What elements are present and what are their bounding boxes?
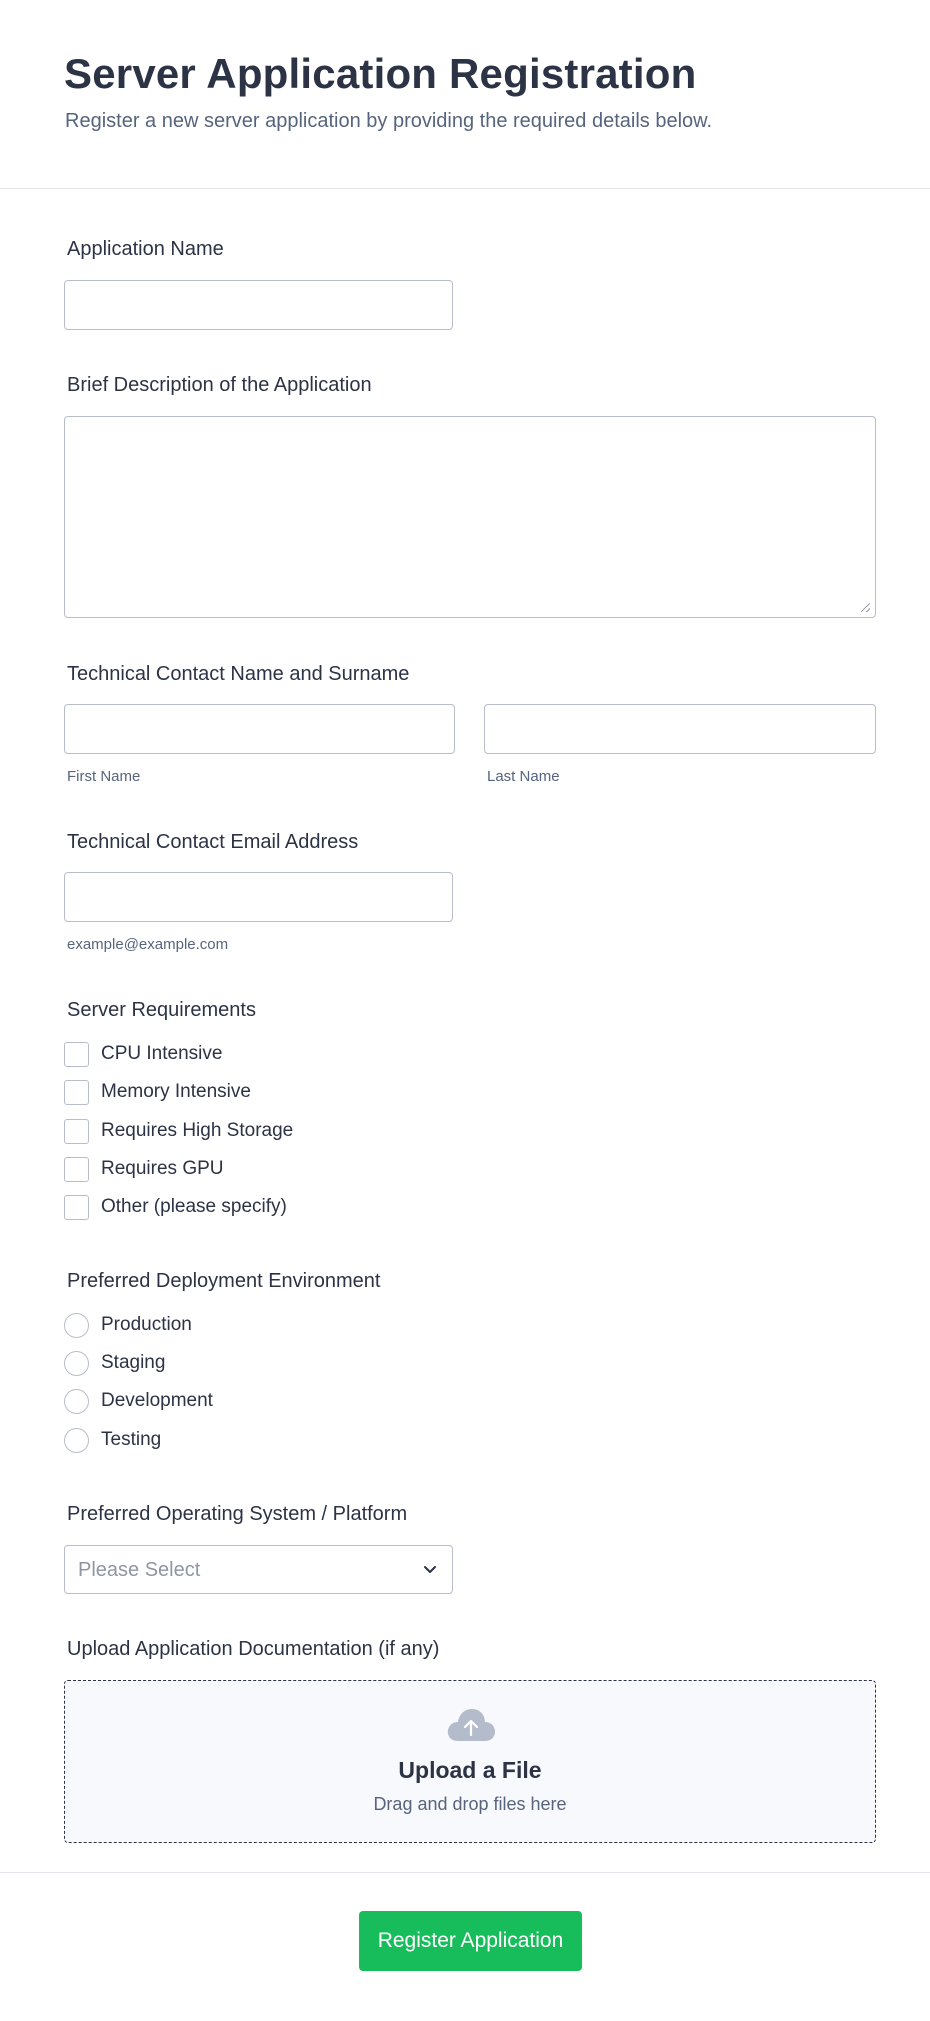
checkbox[interactable] — [64, 1080, 89, 1105]
radio-label: Development — [101, 1390, 213, 1411]
description-textarea[interactable] — [64, 416, 876, 618]
upload-label: Upload Application Documentation (if any) — [67, 1638, 440, 1660]
radio-label: Staging — [101, 1352, 166, 1373]
upload-title: Upload a File — [398, 1757, 542, 1783]
radio-option-staging[interactable] — [64, 1350, 165, 1376]
checkbox-label: Other (please specify) — [101, 1196, 287, 1217]
checkbox-option-gpu[interactable] — [64, 1156, 224, 1182]
form-header — [0, 0, 930, 189]
checkbox-label: Requires High Storage — [101, 1120, 294, 1141]
radio-button[interactable] — [64, 1313, 89, 1338]
description-label: Brief Description of the Application — [67, 374, 372, 396]
app-name-label: Application Name — [67, 238, 224, 260]
radio-option-development[interactable] — [64, 1388, 213, 1414]
resize-handle-icon[interactable] — [861, 603, 870, 612]
requirements-label: Server Requirements — [67, 999, 256, 1021]
radio-button[interactable] — [64, 1428, 89, 1453]
radio-button[interactable] — [64, 1389, 89, 1414]
upload-subtitle: Drag and drop files here — [373, 1794, 567, 1814]
checkbox-option-cpu[interactable] — [64, 1041, 222, 1067]
checkbox-label: Memory Intensive — [101, 1081, 251, 1102]
os-select-value: Please Select — [78, 1559, 201, 1581]
email-label: Technical Contact Email Address — [67, 831, 359, 853]
checkbox-option-storage[interactable] — [64, 1118, 293, 1144]
radio-option-testing[interactable] — [64, 1427, 161, 1453]
page-subtitle: Register a new server application by providing the required details below. — [65, 110, 713, 132]
contact-name-label: Technical Contact Name and Surname — [67, 663, 410, 685]
cloud-upload-icon — [446, 1707, 496, 1743]
environment-label: Preferred Deployment Environment — [67, 1270, 381, 1292]
checkbox[interactable] — [64, 1119, 89, 1144]
checkbox-label: CPU Intensive — [101, 1043, 223, 1064]
first-name-sublabel: First Name — [67, 768, 141, 785]
email-input[interactable] — [64, 872, 453, 922]
checkbox-option-memory[interactable] — [64, 1079, 251, 1105]
register-application-button[interactable]: Register Application — [359, 1911, 582, 1971]
checkbox-option-other[interactable] — [64, 1194, 287, 1220]
chevron-down-icon — [421, 1560, 439, 1578]
last-name-sublabel: Last Name — [487, 768, 560, 785]
checkbox[interactable] — [64, 1157, 89, 1182]
checkbox[interactable] — [64, 1195, 89, 1220]
checkbox-label: Requires GPU — [101, 1158, 224, 1179]
os-select[interactable] — [64, 1545, 453, 1594]
file-upload-dropzone[interactable] — [64, 1680, 876, 1843]
radio-label: Production — [101, 1314, 192, 1335]
radio-label: Testing — [101, 1429, 162, 1450]
first-name-input[interactable] — [64, 704, 455, 754]
os-label: Preferred Operating System / Platform — [67, 1503, 408, 1525]
radio-button[interactable] — [64, 1351, 89, 1376]
radio-option-production[interactable] — [64, 1312, 192, 1338]
checkbox[interactable] — [64, 1042, 89, 1067]
footer-divider — [0, 1872, 930, 1873]
last-name-input[interactable] — [484, 704, 876, 754]
app-name-input[interactable] — [64, 280, 453, 330]
email-hint: example@example.com — [67, 936, 229, 953]
page-title: Server Application Registration — [64, 50, 697, 97]
